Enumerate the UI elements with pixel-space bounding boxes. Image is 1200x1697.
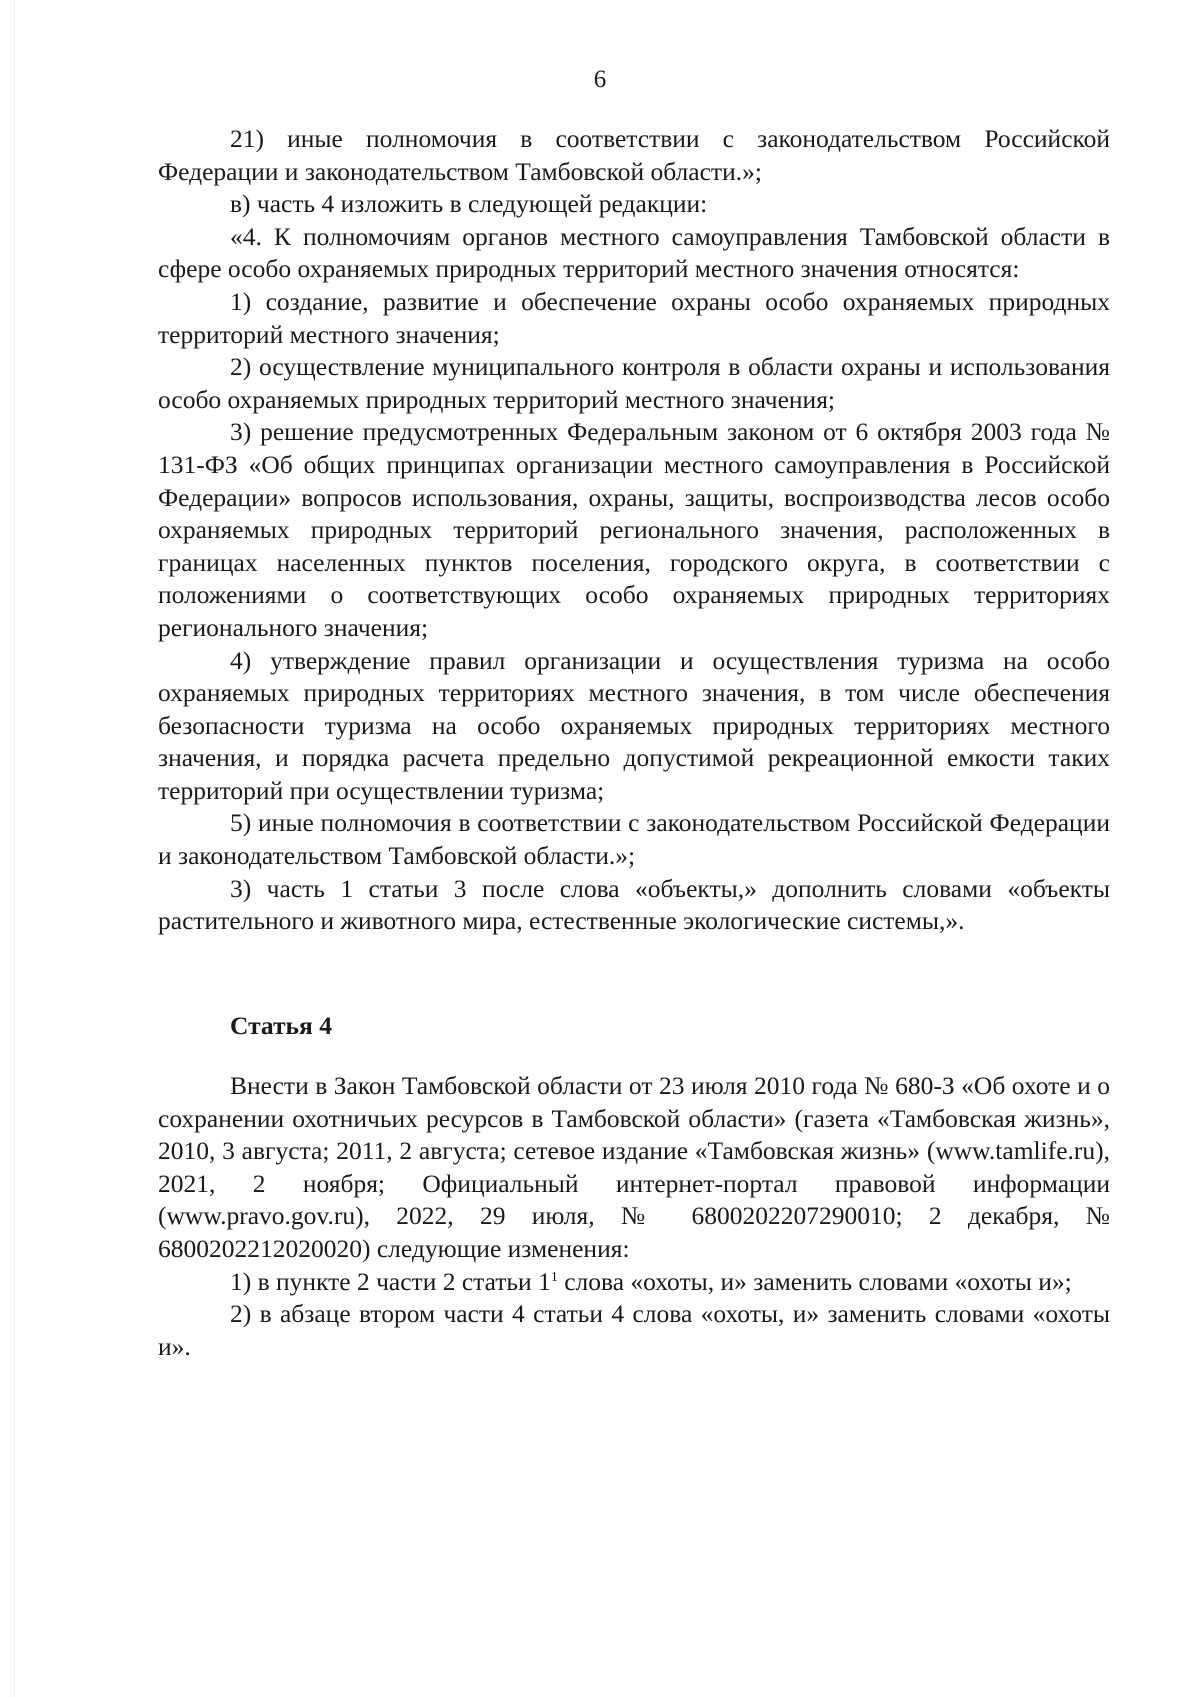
paragraph-part4-intro: в) часть 4 изложить в следующей редакции: bbox=[230, 189, 708, 219]
paragraph-item-1: 1) создание, развитие и обеспечение охраны особо охраняемых природных территорий местного значения; bbox=[158, 286, 1110, 349]
paragraph-part4-heading: «4. К полномочиям органов местного самоуправления Тамбовской области в сфере особо охраняемых природных территорий местного значения относятся: bbox=[158, 221, 1110, 284]
article-4-section bbox=[158, 1070, 1110, 1363]
superscript-index: 1 bbox=[550, 1269, 558, 1285]
article-4-item-1 bbox=[158, 1266, 1110, 1299]
page-number: 6 bbox=[593, 66, 607, 93]
paragraph-item-5: 5) иные полномочия в соответствии с законодательством Российской Федерации и законодательством Тамбовской области.»; bbox=[158, 808, 1110, 871]
article-4-heading-block bbox=[158, 1010, 1110, 1043]
paragraph-item-2: 2) осуществление муниципального контроля в области охраны и использования особо охраняемых природных территорий местного значения; bbox=[158, 352, 1110, 414]
paragraph-item-21: 21) иные полномочия в соответствии с законодательством Российской Федерации и законодательством Тамбовской области.»; bbox=[158, 124, 1110, 186]
item-1-text-start: 1) в пункте 2 части 2 статьи 1 bbox=[230, 1266, 551, 1296]
paragraph-item-4: 4) утверждение правил организации и осуществления туризма на особо охраняемых природных территориях местного значения, в том числе обеспечения безопасности туризма на особо охраняемых природных территориях местного значения, и порядка расчета предельно допустимой рекреационной емкости таких территорий при осуществлении туризма; bbox=[158, 645, 1110, 805]
article-4-item-2: 2) в абзаце втором части 4 статьи 4 слова «охоты, и» заменить словами «охоты и». bbox=[158, 1299, 1110, 1361]
item-1-text-end: слова «охоты, и» заменить словами «охоты и»; bbox=[557, 1266, 1072, 1296]
paragraph-point-3: 3) часть 1 статьи 3 после слова «объекты,» дополнить словами «объекты растительного и животного мира, естественные экологические системы,». bbox=[158, 873, 1110, 936]
scan-edge-line bbox=[14, 0, 15, 1697]
article-title: Статья 4 bbox=[230, 1011, 332, 1040]
amendments-section bbox=[158, 123, 1110, 938]
article-4-intro: Внести в Закон Тамбовской области от 23 июля 2010 года № 680-З «Об охоте и о сохранении охотничьих ресурсов в Тамбовской области» (газета «Тамбовская жизнь», 2010, 3 августа; 2011, 2 августа; сетевое издание «Тамбовская жизнь» (www.tamlife.ru), 2021, 2 ноября; Официальный интернет-портал правовой информации (www.pravo.gov.ru), 2022, 29 июля, № 6800202207290010; 2 декабря, № 6800202212020020) следующие изменения: bbox=[158, 1071, 1110, 1263]
paragraph-item-3: 3) решение предусмотренных Федеральным законом от 6 октября 2003 года № 131-ФЗ «Об общих принципах организации местного самоуправления в Российской Федерации» вопросов использования, охраны, защиты, воспроизводства лесов особо охраняемых природных территорий регионального значения, расположенных в границах населенных пунктов поселения, городского округа, в соответствии с положениями о соответствующих особо охраняемых природных территориях регионального значения; bbox=[158, 417, 1110, 642]
